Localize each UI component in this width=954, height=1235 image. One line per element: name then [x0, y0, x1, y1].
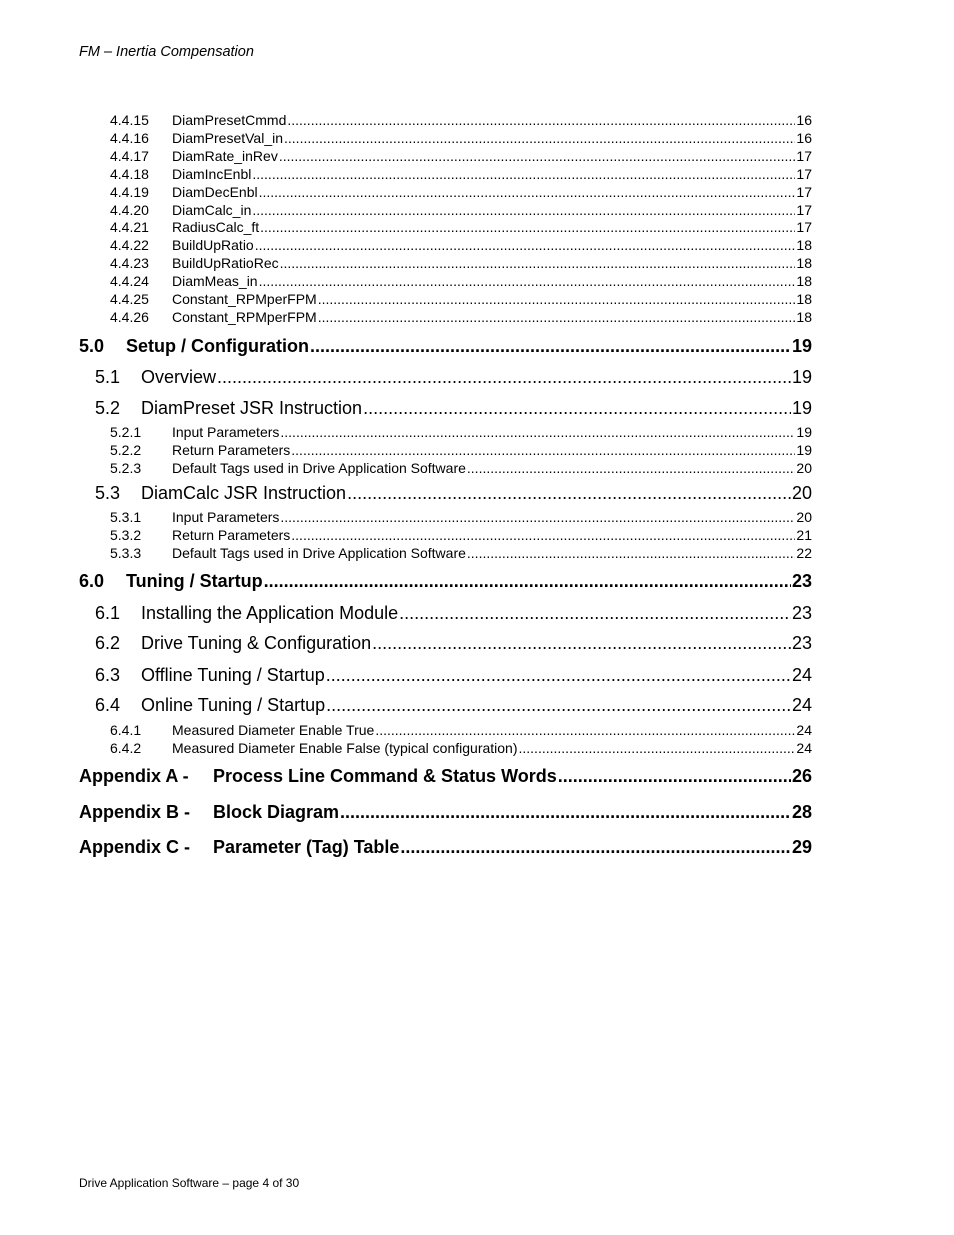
toc-entry-5-2-1[interactable]	[110, 424, 812, 440]
toc-number: 5.2.2	[110, 442, 142, 458]
toc-entry-6-1[interactable]	[95, 603, 812, 624]
toc-number: Appendix C -	[79, 837, 190, 857]
toc-entry-4-4-24[interactable]	[110, 273, 812, 289]
toc-title: Input Parameters	[172, 424, 280, 440]
toc-page: 17	[796, 148, 812, 164]
toc-entry-5-0[interactable]	[79, 336, 812, 357]
toc-page: 21	[796, 527, 812, 543]
toc-leader	[326, 665, 791, 686]
toc-page: 18	[796, 291, 812, 307]
toc-number: 5.3.2	[110, 527, 142, 543]
toc-leader	[375, 722, 795, 738]
toc-title: BuildUpRatioRec	[172, 255, 279, 271]
toc-number: 6.3	[95, 665, 121, 685]
toc-entry-4-4-15[interactable]	[110, 112, 812, 128]
toc-leader	[347, 483, 791, 504]
toc-leader	[259, 184, 796, 200]
toc-number: 5.3.1	[110, 509, 142, 525]
toc-number: 4.4.26	[110, 309, 149, 325]
toc-number: 4.4.18	[110, 166, 149, 182]
toc-leader	[310, 336, 791, 357]
toc-page: 17	[796, 219, 812, 235]
toc-title: Tuning / Startup	[126, 571, 263, 591]
toc-page: 23	[791, 571, 812, 591]
toc-leader	[400, 837, 791, 858]
toc-number: Appendix A -	[79, 766, 189, 786]
toc-entry-4-4-19[interactable]	[110, 184, 812, 200]
toc-entry-5-3[interactable]	[95, 483, 812, 504]
toc-entry-6-0[interactable]	[79, 571, 812, 592]
toc-page: 24	[796, 740, 812, 756]
toc-page: 16	[796, 112, 812, 128]
toc-leader	[255, 237, 796, 253]
toc-title: Online Tuning / Startup	[141, 695, 326, 715]
toc-number: 5.3.3	[110, 545, 142, 561]
toc-entry-5-2-3[interactable]	[110, 460, 812, 476]
toc-number: Appendix B -	[79, 802, 190, 822]
toc-title: DiamPresetVal_in	[172, 130, 284, 146]
toc-page: 20	[796, 460, 812, 476]
toc-entry-4-4-23[interactable]	[110, 255, 812, 271]
toc-page: 23	[791, 633, 812, 653]
toc-entry-4-4-25[interactable]	[110, 291, 812, 307]
toc-number: 6.4	[95, 695, 121, 715]
toc-leader	[259, 273, 796, 289]
toc-page: 19	[796, 442, 812, 458]
toc-leader	[519, 740, 796, 756]
toc-leader	[399, 603, 791, 624]
toc-page: 19	[791, 367, 812, 387]
toc-leader	[467, 460, 796, 476]
toc-entry-6-2[interactable]	[95, 633, 812, 654]
toc-title: Constant_RPMperFPM	[172, 291, 317, 307]
toc-entry-4-4-18[interactable]	[110, 166, 812, 182]
toc-number: 4.4.22	[110, 237, 149, 253]
toc-title: Installing the Application Module	[141, 603, 399, 623]
toc-title: Measured Diameter Enable True	[172, 722, 375, 738]
toc-entry-4-4-20[interactable]	[110, 202, 812, 218]
toc-leader	[217, 367, 791, 388]
toc-page: 22	[796, 545, 812, 561]
toc-entry-4-4-16[interactable]	[110, 130, 812, 146]
toc-page: 24	[791, 695, 812, 715]
toc-number: 4.4.15	[110, 112, 149, 128]
toc-leader	[284, 130, 795, 146]
toc-entry-appendix-a[interactable]	[79, 766, 812, 787]
toc-number: 5.0	[79, 336, 105, 356]
toc-number: 5.2	[95, 398, 121, 418]
toc-title: Default Tags used in Drive Application Software	[172, 460, 466, 476]
toc-number: 4.4.19	[110, 184, 149, 200]
toc-leader	[291, 442, 795, 458]
toc-page: 24	[796, 722, 812, 738]
toc-number: 4.4.25	[110, 291, 149, 307]
toc-entry-4-4-26[interactable]	[110, 309, 812, 325]
toc-page: 18	[796, 255, 812, 271]
toc-leader	[260, 219, 795, 235]
toc-page: 28	[791, 802, 812, 822]
toc-number: 5.2.1	[110, 424, 142, 440]
toc-page: 19	[791, 398, 812, 418]
toc-page: 23	[791, 603, 812, 623]
toc-title: Offline Tuning / Startup	[141, 665, 325, 685]
toc-number: 4.4.20	[110, 202, 149, 218]
toc-entry-5-3-2[interactable]	[110, 527, 812, 543]
toc-number: 5.3	[95, 483, 121, 503]
toc-entry-5-1[interactable]	[95, 367, 812, 388]
page-footer: Drive Application Software – page 4 of 30	[79, 1176, 300, 1190]
toc-entry-5-3-1[interactable]	[110, 509, 812, 525]
toc-number: 4.4.17	[110, 148, 149, 164]
toc-page: 19	[796, 424, 812, 440]
toc-leader	[252, 202, 795, 218]
toc-leader	[291, 527, 795, 543]
toc-page: 18	[796, 237, 812, 253]
toc-title: Parameter (Tag) Table	[213, 837, 400, 857]
toc-title: RadiusCalc_ft	[172, 219, 260, 235]
toc-entry-appendix-b[interactable]	[79, 802, 812, 823]
toc-entry-6-4-2[interactable]	[110, 740, 812, 756]
toc-page: 17	[796, 184, 812, 200]
toc-number: 4.4.23	[110, 255, 149, 271]
toc-number: 5.1	[95, 367, 121, 387]
toc-title: DiamDecEnbl	[172, 184, 258, 200]
toc-leader	[287, 112, 795, 128]
toc-number: 6.1	[95, 603, 121, 623]
toc-number: 6.4.2	[110, 740, 142, 756]
toc-entry-4-4-21[interactable]	[110, 219, 812, 235]
toc-entry-6-3[interactable]	[95, 665, 812, 686]
toc-entry-4-4-22[interactable]	[110, 237, 812, 253]
toc-leader	[340, 802, 791, 823]
toc-page: 17	[796, 166, 812, 182]
toc-leader	[280, 424, 795, 440]
toc-title: DiamPreset JSR Instruction	[141, 398, 363, 418]
toc-title: DiamIncEnbl	[172, 166, 252, 182]
toc-page: 29	[791, 837, 812, 857]
toc-leader	[252, 166, 795, 182]
toc-leader	[264, 571, 791, 592]
toc-page: 26	[791, 766, 812, 786]
toc-title: Block Diagram	[213, 802, 340, 822]
toc-title: Measured Diameter Enable False (typical configuration)	[172, 740, 518, 756]
toc-page: 24	[791, 665, 812, 685]
toc-leader	[318, 309, 796, 325]
toc-number: 6.2	[95, 633, 121, 653]
toc-page: 17	[796, 202, 812, 218]
toc-leader	[280, 255, 796, 271]
toc-leader	[326, 695, 791, 716]
toc-leader	[558, 766, 791, 787]
toc-leader	[318, 291, 796, 307]
toc-page: 20	[796, 509, 812, 525]
toc-entry-6-4[interactable]	[95, 695, 812, 716]
toc-leader	[279, 148, 796, 164]
toc-title: Return Parameters	[172, 442, 291, 458]
toc-title: Process Line Command & Status Words	[213, 766, 557, 786]
toc-leader	[280, 509, 795, 525]
toc-page: 18	[796, 273, 812, 289]
toc-entry-4-4-17[interactable]	[110, 148, 812, 164]
running-header: FM – Inertia Compensation	[79, 44, 254, 60]
toc-title: Default Tags used in Drive Application Software	[172, 545, 466, 561]
toc-number: 4.4.16	[110, 130, 149, 146]
toc-page: 20	[791, 483, 812, 503]
toc-entry-5-2-2[interactable]	[110, 442, 812, 458]
toc-title: Setup / Configuration	[126, 336, 309, 356]
toc-entry-5-2[interactable]	[95, 398, 812, 419]
toc-number: 6.4.1	[110, 722, 142, 738]
toc-page: 16	[796, 130, 812, 146]
toc-page: 19	[791, 336, 812, 356]
toc-page: 18	[796, 309, 812, 325]
toc-leader	[372, 633, 791, 654]
toc-leader	[363, 398, 791, 419]
toc-entry-appendix-c[interactable]	[79, 837, 812, 858]
toc-title: DiamCalc JSR Instruction	[141, 483, 347, 503]
toc-title: DiamRate_inRev	[172, 148, 278, 164]
toc-title: Constant_RPMperFPM	[172, 309, 317, 325]
toc-title: Drive Tuning & Configuration	[141, 633, 372, 653]
toc-leader	[467, 545, 796, 561]
toc-title: BuildUpRatio	[172, 237, 254, 253]
toc-title: DiamPresetCmmd	[172, 112, 287, 128]
toc-entry-5-3-3[interactable]	[110, 545, 812, 561]
toc-number: 4.4.24	[110, 273, 149, 289]
toc-title: Input Parameters	[172, 509, 280, 525]
toc-title: DiamCalc_in	[172, 202, 252, 218]
toc-title: DiamMeas_in	[172, 273, 258, 289]
toc-number: 4.4.21	[110, 219, 149, 235]
toc-number: 5.2.3	[110, 460, 142, 476]
toc-entry-6-4-1[interactable]	[110, 722, 812, 738]
toc-number: 6.0	[79, 571, 105, 591]
toc-title: Overview	[141, 367, 217, 387]
toc-title: Return Parameters	[172, 527, 291, 543]
